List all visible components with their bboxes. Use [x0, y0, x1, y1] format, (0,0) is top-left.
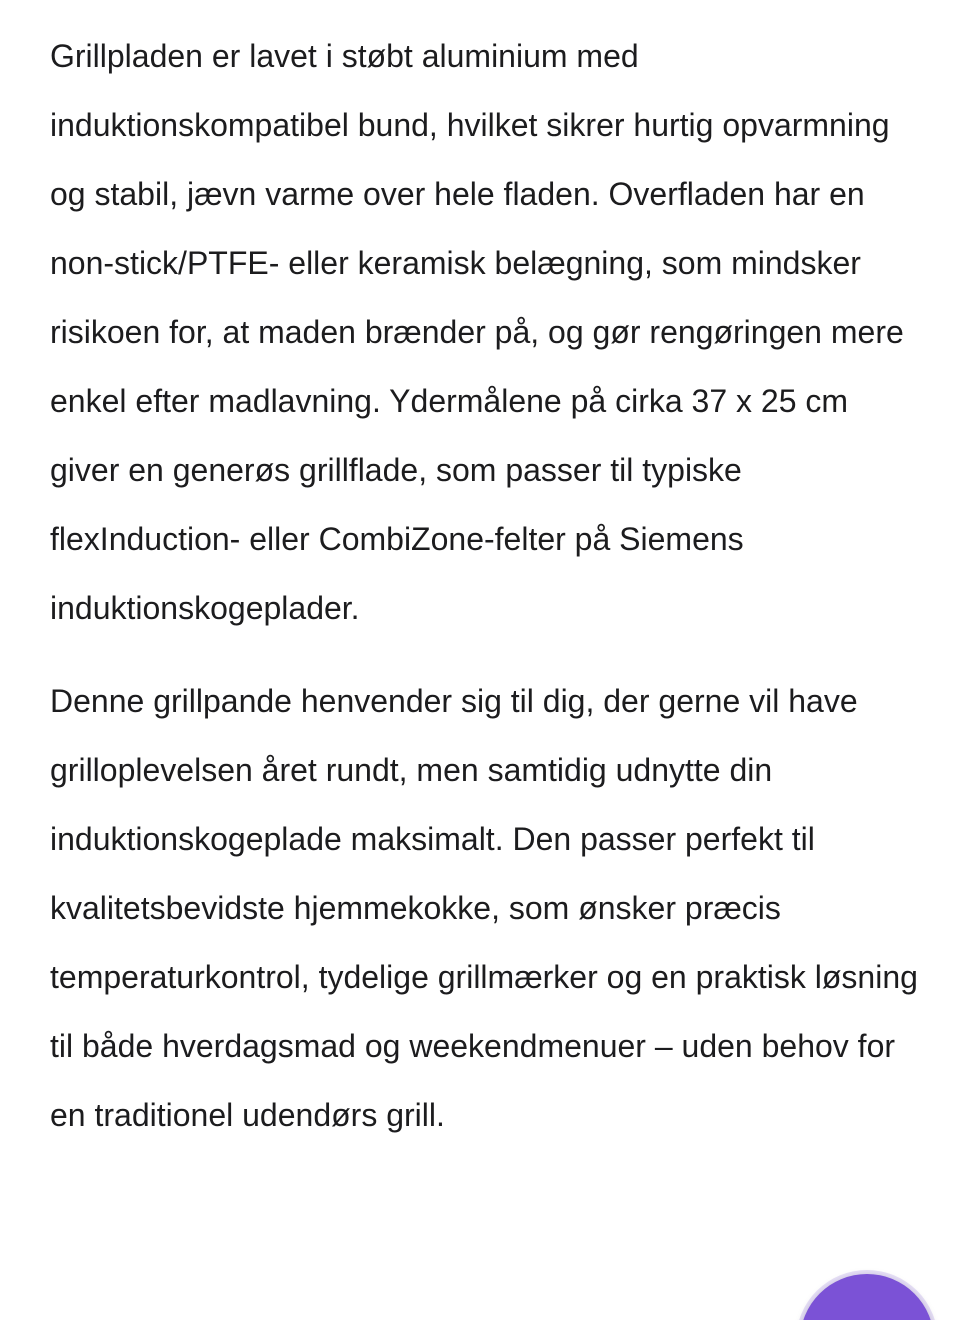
floating-action-button[interactable]: [800, 1274, 934, 1320]
article-body: [50, 22, 920, 1150]
paragraph-target-audience: Denne grillpande henvender sig til dig, der gerne vil have grilloplevelsen året rundt, men samtidig udnytte din induktionskogeplade maksimalt. Den passer perfekt til kvalitetsbevidste hjemmekokke, som ønsker præcis temperaturkontrol, tydelige grillmærker og en praktisk løsning til både hverdagsmad og weekendmenuer – uden behov for en traditionel udendørs grill.: [50, 683, 918, 1133]
paragraph-material: Grillpladen er lavet i støbt aluminium med induktionskompatibel bund, hvilket sikrer hurtig opvarmning og stabil, jævn varme over hele fladen. Overfladen har en non-stick/PTFE- eller keramisk belægning, som mindsker risikoen for, at maden brænder på, og gør rengøringen mere enkel efter madlavning. Ydermålene på cirka 37 x 25 cm giver en generøs grillflade, som passer til typiske flexInduction- eller CombiZone-felter på Siemens induktionskogeplader.: [50, 38, 904, 626]
